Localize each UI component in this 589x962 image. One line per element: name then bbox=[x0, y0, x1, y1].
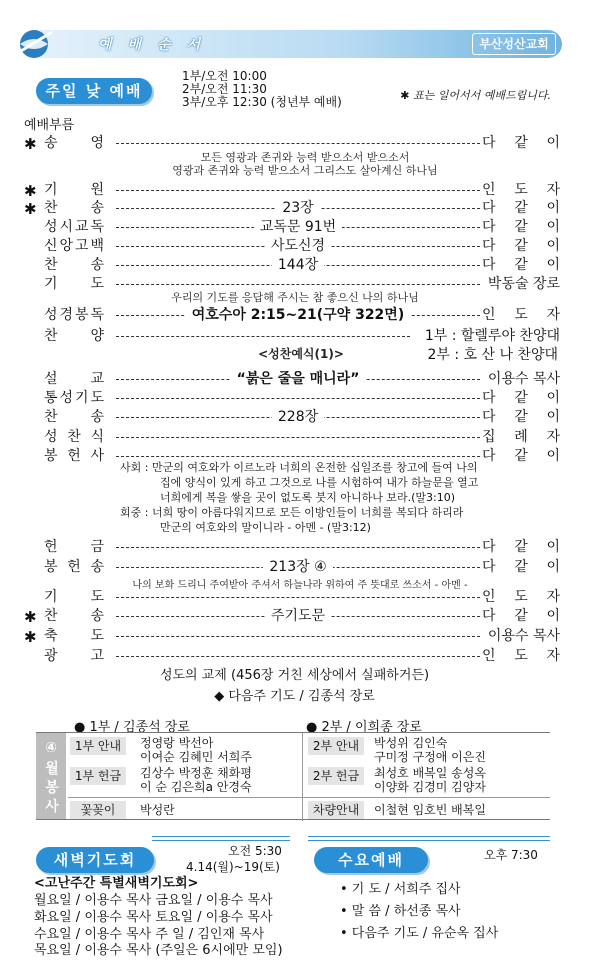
dawn-rule bbox=[152, 836, 290, 841]
stand-mark: ✱ bbox=[24, 135, 37, 153]
order-leader: 다 같 이 bbox=[482, 448, 560, 464]
header-bar bbox=[20, 30, 562, 58]
order-label: 성 찬 식 bbox=[44, 429, 104, 445]
pastor-label: 사회 : bbox=[120, 461, 149, 474]
time-1: 1부/오전 10:00 bbox=[182, 69, 267, 83]
workers-title: ④ 월 봉 사 위 원 bbox=[36, 733, 66, 819]
workers-column-divider bbox=[302, 733, 303, 821]
order-leader: 집 례 자 bbox=[482, 429, 560, 445]
value-2-guide-b: 구미정 구정애 이은진 bbox=[374, 750, 486, 764]
dashed-leader bbox=[116, 437, 480, 438]
offering-song-lyric: 나의 보화 드리니 주여받아 주셔서 하늘나라 위하여 주 뜻대로 쓰소서 - 아멘 - bbox=[132, 580, 468, 591]
order-row bbox=[24, 407, 560, 427]
communion-title: <성찬예식(1)> bbox=[258, 347, 344, 361]
order-label: 헌 금 bbox=[44, 539, 104, 555]
time-2: 2부/오전 11:30 bbox=[182, 82, 267, 96]
part2-elder: ● 2부 / 이희종 장로 bbox=[306, 720, 422, 735]
dashed-leader bbox=[116, 190, 480, 191]
order-leader: 다 같 이 bbox=[482, 238, 560, 254]
order-row bbox=[24, 326, 560, 346]
order-row bbox=[24, 626, 560, 646]
dashed-leader bbox=[116, 456, 480, 457]
order-leader: 인 도 자 bbox=[482, 307, 560, 323]
sunday-service-heading: 주일 낮 예배 bbox=[36, 78, 152, 104]
dawn-subtitle: <고난주간 특별새벽기도회> bbox=[34, 876, 199, 891]
order-row bbox=[24, 427, 560, 447]
dawn-line-4: 목요일 / 이용수 목사 (주일은 6시에만 모임) bbox=[34, 943, 283, 958]
value-2-offering-b: 이양화 김경미 김양자 bbox=[374, 780, 486, 794]
order-label: 광 고 bbox=[44, 648, 104, 664]
dashed-leader bbox=[116, 398, 480, 399]
songyoung-lyric-1: 모든 영광과 존귀와 능력 받으소서 받으소서 bbox=[200, 151, 410, 164]
part1-elder: ● 1부 / 김종석 장로 bbox=[74, 720, 190, 735]
dawn-line-2: 화요일 / 이용수 목사 토요일 / 이용수 목사 bbox=[34, 910, 273, 925]
order-row bbox=[24, 557, 560, 577]
wednesday-line-1: • 기 도 / 서희주 집사 bbox=[340, 882, 461, 897]
order-leader: 다 같 이 bbox=[482, 559, 560, 575]
order-label: 기 도 bbox=[44, 589, 104, 605]
order-label: 기 원 bbox=[44, 182, 104, 198]
order-label: 축 도 bbox=[44, 628, 104, 644]
order-detail-text: 사도신경 bbox=[265, 238, 331, 254]
order-detail bbox=[116, 236, 480, 256]
order-detail bbox=[116, 255, 480, 275]
workers-table bbox=[13, 732, 550, 820]
value-flowers: 박성란 bbox=[140, 803, 175, 817]
order-row bbox=[24, 646, 560, 666]
value-1-guide-a: 정영랑 박선아 bbox=[140, 736, 214, 750]
service-times bbox=[182, 70, 342, 109]
pastor-line-2: 집에 양식이 있게 하고 그것으로 나를 시험하여 내가 하늘문을 열고 bbox=[160, 476, 479, 489]
label-1-guide: 1부 안내 bbox=[70, 737, 126, 755]
order-leader: 이용수 목사 bbox=[487, 628, 560, 644]
stand-mark: ✱ bbox=[24, 200, 37, 218]
order-label: 찬 송 bbox=[44, 257, 104, 273]
value-2-guide-a: 박성위 김인숙 bbox=[374, 736, 448, 750]
choir-2: 2부 : 호 산 나 찬양대 bbox=[427, 347, 558, 363]
order-label: 찬 양 bbox=[44, 328, 104, 344]
order-leader: 다 같 이 bbox=[482, 539, 560, 555]
order-detail bbox=[116, 305, 480, 325]
dashed-leader bbox=[116, 656, 480, 657]
workers-divider bbox=[68, 797, 550, 798]
dawn-date: 4.14(월)~19(토) bbox=[186, 860, 280, 874]
stand-mark: ✱ bbox=[24, 608, 37, 626]
order-row bbox=[24, 369, 560, 389]
cong-line-1: 너희 땅이 아름다워지므로 모든 이방인들이 너희를 복되다 하리라 bbox=[151, 506, 464, 519]
order-leader: 다 같 이 bbox=[482, 200, 560, 216]
order-detail-text: 228장 bbox=[272, 409, 324, 425]
order-detail bbox=[116, 407, 480, 427]
order-row bbox=[24, 198, 560, 218]
dashed-leader bbox=[116, 336, 410, 337]
fellowship-line: 성도의 교제 (456장 거친 세상에서 실패하거든) bbox=[159, 668, 430, 683]
order-detail-text: 교독문 91번 bbox=[254, 219, 342, 235]
church-name: 부산성산교회 bbox=[472, 33, 556, 55]
wednesday-rule bbox=[308, 836, 550, 841]
stand-mark: ✱ bbox=[24, 628, 37, 646]
order-leader: 다 같 이 bbox=[482, 135, 560, 151]
order-row bbox=[24, 255, 560, 275]
order-leader: 인 도 자 bbox=[482, 648, 560, 664]
order-leader: 다 같 이 bbox=[482, 608, 560, 624]
order-detail-text: “붉은 줄을 매니라” bbox=[231, 371, 366, 387]
order-leader: 다 같 이 bbox=[482, 390, 560, 406]
offering-responsive-reading bbox=[120, 460, 478, 535]
order-row bbox=[24, 388, 560, 408]
standing-note: ✱ 표는 일어서서 예배드립니다. bbox=[400, 89, 551, 102]
order-leader: 인 도 자 bbox=[482, 589, 560, 605]
order-label: 통 성 기 도 bbox=[44, 390, 104, 406]
cong-label: 회중 : bbox=[120, 506, 149, 519]
order-detail-text: 여호수아 2:15~21(구약 322면) bbox=[186, 307, 410, 323]
order-detail-text: 144장 bbox=[272, 257, 324, 273]
dashed-leader bbox=[116, 143, 480, 144]
dawn-line-1: 월요일 / 이용수 목사 금요일 / 이용수 목사 bbox=[34, 893, 273, 908]
order-detail bbox=[116, 198, 480, 218]
order-label: 신 앙 고 백 bbox=[44, 238, 104, 254]
value-2-offering-a: 최성호 배복일 송성옥 bbox=[374, 766, 486, 780]
dawn-prayer-heading: 새벽기도회 bbox=[36, 847, 154, 873]
wednesday-line-2: • 말 씀 / 하선종 목사 bbox=[340, 904, 461, 919]
dashed-leader bbox=[116, 547, 480, 548]
label-flowers: 꽃꽂이 bbox=[70, 801, 126, 819]
pastor-line-3: 너희에게 복을 쌓을 곳이 없도록 붓지 아니하나 보라.(말3:10) bbox=[160, 491, 456, 504]
label-vehicle: 차량안내 bbox=[308, 801, 364, 819]
order-label: 설 교 bbox=[44, 371, 104, 387]
stand-mark: ✱ bbox=[24, 182, 37, 200]
order-detail bbox=[116, 557, 480, 577]
globe-logo-icon bbox=[14, 24, 54, 64]
order-leader: 다 같 이 bbox=[482, 409, 560, 425]
label-1-offering: 1부 헌금 bbox=[70, 767, 126, 785]
order-label: 찬 송 bbox=[44, 608, 104, 624]
order-detail-text: 주기도문 bbox=[265, 608, 331, 624]
order-label: 송 영 bbox=[44, 135, 104, 151]
order-leader: 박동술 장로 bbox=[487, 276, 560, 292]
call-to-worship: 예배부름 bbox=[24, 118, 75, 133]
order-label: 찬 송 bbox=[44, 409, 104, 425]
wednesday-time: 오후 7:30 bbox=[484, 848, 538, 862]
label-2-guide: 2부 안내 bbox=[308, 737, 364, 755]
header-title: 예배순서 bbox=[98, 37, 217, 53]
order-row bbox=[24, 606, 560, 626]
order-row bbox=[24, 217, 560, 237]
order-row bbox=[24, 305, 560, 325]
order-label: 봉 헌 송 bbox=[44, 559, 104, 575]
order-leader: 다 같 이 bbox=[482, 257, 560, 273]
order-label: 성 시 교 독 bbox=[44, 219, 104, 235]
order-row bbox=[24, 537, 560, 557]
order-label: 봉 헌 사 bbox=[44, 448, 104, 464]
order-leader: 1부 : 할렐루야 찬양대 bbox=[424, 328, 560, 344]
value-1-offering-a: 김상수 박정훈 채화평 bbox=[140, 766, 252, 780]
songyoung-lyric-2: 영광과 존귀와 능력 받으소서 그리스도 살아계신 하나님 bbox=[172, 164, 438, 177]
dawn-line-3: 수요일 / 이용수 목사 주 일 / 김인재 목사 bbox=[34, 927, 265, 942]
label-2-offering: 2부 헌금 bbox=[308, 767, 364, 785]
order-leader: 다 같 이 bbox=[482, 219, 560, 235]
order-row bbox=[24, 180, 560, 200]
wednesday-heading: 수요예배 bbox=[314, 847, 428, 873]
cong-line-2: 만군의 여호와의 말이니라 - 아멘 - (말3:12) bbox=[160, 521, 371, 534]
order-leader: 인 도 자 bbox=[482, 182, 560, 198]
order-label: 기 도 bbox=[44, 276, 104, 292]
value-vehicle: 이철현 임호빈 배복일 bbox=[374, 803, 486, 817]
order-row bbox=[24, 236, 560, 256]
wednesday-line-3: • 다음주 기도 / 유순옥 집사 bbox=[340, 926, 499, 941]
time-3: 3부/오후 12:30 (청년부 예배) bbox=[182, 95, 342, 109]
order-detail-text: 213장 ④ bbox=[263, 559, 332, 575]
order-detail bbox=[116, 606, 480, 626]
pastor-line-1: 만군의 여호와가 이르노라 너희의 온전한 십일조를 창고에 들여 나의 bbox=[151, 461, 478, 474]
order-leader: 이용수 목사 bbox=[487, 371, 560, 387]
order-detail bbox=[116, 217, 480, 237]
next-prayer-line: ◆ 다음주 기도 / 김종석 장로 bbox=[214, 689, 375, 704]
value-1-guide-b: 이여순 김혜민 서희주 bbox=[140, 750, 252, 764]
order-label: 찬 송 bbox=[44, 200, 104, 216]
order-detail-text: 23장 bbox=[276, 200, 319, 216]
dashed-leader bbox=[116, 597, 480, 598]
prayer-lyric: 우리의 기도를 응답해 주시는 참 좋으신 나의 하나님 bbox=[171, 291, 419, 304]
value-1-offering-b: 이 순 김은희a 안경숙 bbox=[140, 780, 252, 794]
order-label: 성 경 봉 독 bbox=[44, 307, 104, 323]
dawn-time: 오전 5:30 bbox=[228, 844, 282, 858]
